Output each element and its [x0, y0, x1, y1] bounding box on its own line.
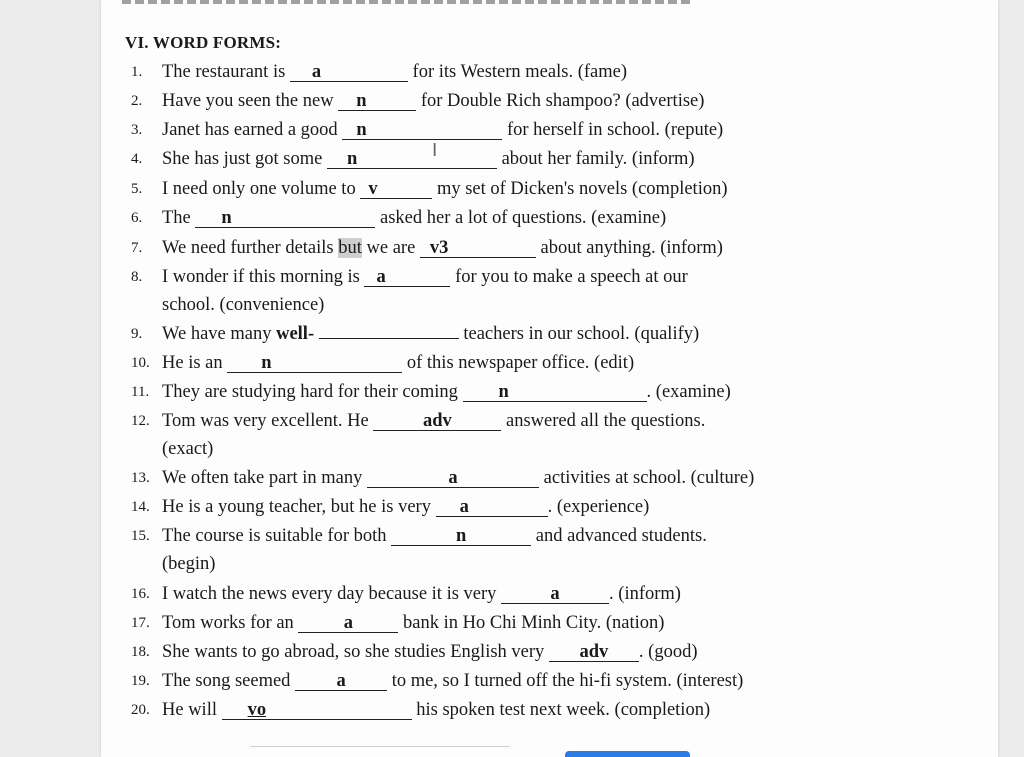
blank-hint: n: [261, 353, 272, 373]
blank-hint: n: [346, 149, 358, 169]
item-continuation: (begin): [162, 554, 216, 574]
item-text: Tom was very excellent. He: [162, 411, 369, 431]
exercise-item: [162, 349, 634, 378]
answer-blank[interactable]: [373, 412, 501, 431]
answer-blank[interactable]: [327, 150, 497, 169]
exercise-item: [162, 116, 723, 145]
exercise-item: [162, 378, 731, 407]
item-text: I watch the news every day because it is very: [162, 584, 497, 604]
exercise-item: [162, 638, 698, 667]
item-number: 10.: [131, 355, 150, 371]
item-number: 4.: [131, 151, 143, 167]
item-text: We need further details: [162, 238, 334, 258]
page-divider: [250, 746, 510, 747]
answer-blank[interactable]: [364, 268, 450, 287]
item-text: about her family. (inform): [501, 149, 695, 169]
exercise-item: [162, 696, 710, 725]
item-text: The: [162, 208, 191, 228]
answer-blank[interactable]: [360, 180, 432, 199]
answer-blank[interactable]: [298, 614, 398, 633]
exercise-item: [162, 320, 699, 349]
item-text: . (inform): [609, 584, 681, 604]
blank-hint: a: [336, 671, 346, 691]
item-text: for Double Rich shampoo? (advertise): [420, 91, 705, 111]
exercise-item: [162, 204, 666, 233]
blank-hint: n: [455, 526, 467, 546]
item-number: 8.: [131, 269, 143, 285]
answer-blank[interactable]: [319, 338, 459, 339]
answer-blank[interactable]: [295, 672, 387, 691]
item-continuation: (exact): [162, 439, 214, 459]
answer-blank[interactable]: [227, 354, 402, 373]
answer-blank[interactable]: [436, 498, 548, 517]
blank-hint: a: [459, 497, 469, 517]
item-text: to me, so I turned off the hi-fi system. (interest): [391, 671, 744, 691]
item-text: He is an: [162, 353, 223, 373]
exercise-item: [162, 667, 743, 696]
item-number: 11.: [131, 384, 150, 400]
blank-hint: n: [356, 120, 367, 140]
item-text: and advanced students.: [535, 526, 707, 546]
exercise-item: [162, 263, 688, 292]
blank-hint: a: [311, 62, 322, 82]
cropped-text-line: [122, 0, 692, 4]
exercise-item: [162, 609, 664, 638]
exercise-item: [162, 407, 705, 436]
answer-blank[interactable]: [367, 469, 539, 488]
item-text: Tom works for an: [162, 613, 294, 633]
blue-tab-indicator: [565, 751, 690, 757]
item-text: We often take part in many: [162, 468, 363, 488]
item-continuation: school. (convenience): [162, 295, 325, 315]
blank-hint: n: [356, 91, 367, 111]
item-text: about anything. (inform): [540, 238, 723, 258]
highlighted-word: but: [338, 238, 362, 258]
answer-blank[interactable]: [420, 239, 536, 258]
item-number: 17.: [131, 615, 150, 631]
item-text: asked her a lot of questions. (examine): [380, 208, 667, 228]
item-text: They are studying hard for their coming: [162, 382, 458, 402]
exercise-item: [162, 87, 704, 116]
blank-hint: a: [343, 613, 354, 633]
exercise-item: [162, 493, 649, 522]
exercise-item: [162, 580, 681, 609]
blank-hint: n: [221, 208, 232, 228]
answer-blank[interactable]: [222, 701, 412, 720]
item-number: 6.: [131, 210, 143, 226]
answer-blank[interactable]: [463, 383, 647, 402]
blank-hint: v: [368, 179, 378, 199]
blank-hint: adv: [422, 411, 452, 431]
item-text: She has just got some: [162, 149, 323, 169]
exercise-item: [162, 145, 695, 174]
item-number: 9.: [131, 326, 143, 342]
item-text: I need only one volume to: [162, 179, 356, 199]
item-text: . (experience): [547, 497, 650, 517]
blank-hint: adv: [579, 642, 609, 662]
item-text: activities at school. (culture): [543, 468, 755, 488]
item-text: bank in Ho Chi Minh City. (nation): [403, 613, 665, 633]
item-number: 13.: [131, 470, 150, 486]
item-text: She wants to go abroad, so she studies English very: [162, 642, 545, 662]
answer-blank[interactable]: [501, 585, 609, 604]
answer-blank[interactable]: [342, 121, 502, 140]
section-heading: VI. WORD FORMS:: [125, 33, 282, 52]
answer-blank[interactable]: [290, 63, 408, 82]
blank-hint: v3: [429, 238, 449, 258]
item-text: of this newspaper office. (edit): [406, 353, 635, 373]
item-number: 3.: [131, 122, 143, 138]
item-text: The restaurant is: [162, 62, 286, 82]
item-text: my set of Dicken's novels (completion): [436, 179, 728, 199]
item-number: 15.: [131, 528, 150, 544]
item-text: . (good): [638, 642, 698, 662]
item-text: for its Western meals. (fame): [412, 62, 627, 82]
answer-blank[interactable]: [549, 643, 639, 662]
answer-blank[interactable]: [338, 92, 416, 111]
item-number: 14.: [131, 499, 150, 515]
exercise-item: [162, 234, 723, 263]
item-text: We have many: [162, 324, 272, 344]
blank-hint: a: [550, 584, 560, 604]
item-number: 16.: [131, 586, 150, 602]
exercise-item: [162, 464, 754, 493]
item-text: Have you seen the new: [162, 91, 334, 111]
item-number: 5.: [131, 181, 143, 197]
text-cursor-icon: I: [432, 140, 438, 161]
answer-blank[interactable]: [195, 209, 375, 228]
item-text: teachers in our school. (qualify): [463, 324, 700, 344]
item-bold-text: well-: [276, 324, 315, 344]
item-text: Janet has earned a good: [162, 120, 338, 140]
item-text: The course is suitable for both: [162, 526, 387, 546]
item-number: 20.: [131, 702, 150, 718]
item-text: He is a young teacher, but he is very: [162, 497, 431, 517]
item-text: for you to make a speech at our: [455, 267, 688, 287]
item-text: his spoken test next week. (completion): [416, 700, 711, 720]
item-number: 19.: [131, 673, 150, 689]
blank-hint: n: [498, 382, 509, 402]
blank-hint: a: [376, 267, 386, 287]
answer-blank[interactable]: [391, 527, 531, 546]
item-text: I wonder if this morning is: [162, 267, 360, 287]
item-text: for herself in school. (repute): [506, 120, 724, 140]
item-text: The song seemed: [162, 671, 291, 691]
blank-hint: a: [448, 468, 458, 488]
item-text: He will: [162, 700, 217, 720]
exercise-item: [162, 175, 728, 204]
exercise-item: [162, 58, 627, 87]
blank-hint: vo: [247, 700, 267, 720]
item-number: 18.: [131, 644, 150, 660]
item-text: answered all the questions.: [506, 411, 706, 431]
exercise-item: [162, 522, 707, 551]
item-number: 2.: [131, 93, 143, 109]
item-number: 7.: [131, 240, 143, 256]
item-number: 12.: [131, 413, 150, 429]
item-number: 1.: [131, 64, 143, 80]
item-text: . (examine): [646, 382, 731, 402]
item-text: we are: [366, 238, 416, 258]
